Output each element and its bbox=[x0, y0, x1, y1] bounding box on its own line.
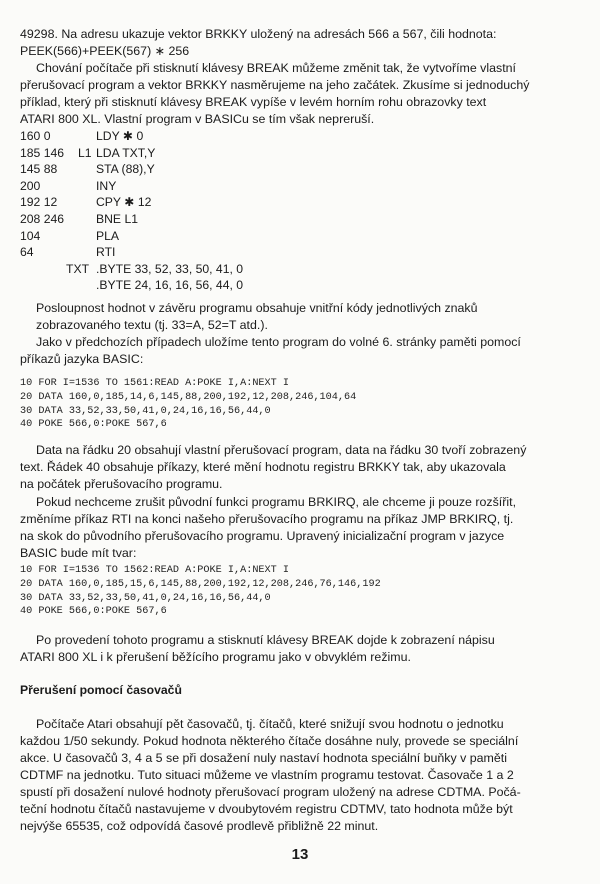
paragraph-page6: Jako v předchozích případech uložíme tento program do volné 6. stránky paměti pomocí příkazů jazyka BASIC: bbox=[20, 335, 521, 366]
paragraph-timers: Počítače Atari obsahují pět časovačů, tj. čítačů, které snižují svou hodnotu o jednotku každou 1/50 sekundy. Pokud hodnota některého čítače dosáhne nuly, provede se speciální akce. U časovačů 3, 4 a 5 se při dosažení nuly nastaví hodnota speciální buňky v paměti CDTMF na jednotku. Tuto situaci můžeme ve vlastním programu testovat. Časovače 1 a 2 spustí při dosažení nulové hodnoty přerušovací program uložený na adrese CDTMA. Počá- teční hodnotu čítačů nastavujeme v dvoubytovém registru CDTMV, tato hodnota může být nejvýše 65535, což odpovídá časové prodlevě přibližně 22 minut. bbox=[20, 717, 521, 833]
basic-listing-2: 10 FOR I=1536 TO 1562:READ A:POKE I,A:NEXT I 20 DATA 160,0,185,15,6,145,88,200,192,12,208,246,76,146,192 30 DATA 33,52,33,50,41,0,24,16,16,56,44,0 40 POKE 566,0:POKE 567,6 bbox=[20, 565, 381, 618]
paragraph-result: Po provedení tohoto programu a stisknutí klávesy BREAK dojde k zobrazení nápisu ATARI 800 XL i k přerušení běžícího programu jako v obvyklém režimu. bbox=[20, 633, 495, 664]
basic-listing-1: 10 FOR I=1536 TO 1561:READ A:POKE I,A:NEXT I 20 DATA 160,0,185,14,6,145,88,200,192,12,208,246,104,64 30 DATA 33,52,33,50,41,0,24,16,16,56,44,0 40 POKE 566,0:POKE 567,6 bbox=[20, 378, 357, 431]
paragraph-brkirq: Pokud nechceme zrušit původní funkci programu BRKIRQ, ale chceme ji pouze rozšířit, změníme příkaz RTI na konci našeho přerušovacího programu na příkaz JMP BRKIRQ, tj. na skok do původního přerušovacího programu. Upravený inicializační program v jazyce BASIC bude mít tvar: bbox=[20, 495, 517, 560]
page-number: 13 bbox=[291, 846, 309, 863]
paragraph-break-behavior: Chování počítače při stisknutí klávesy BREAK můžeme změnit tak, že vytvoříme vlastní přerušovací program a vektor BRKKY nasměrujeme na jeho začátek. Zkusíme si jednoduchý příklad, který při stisknutí klávesy BREAK vypíše v levém horním rohu obrazovky text ATARI 800 XL. Vlastní program v BASICu se tím však nepreruší. bbox=[20, 61, 530, 126]
document-page: 49298. Na adresu ukazuje vektor BRKKY uložený na adresách 566 a 567, čili hodnota: PEEK(566)+PEEK(567) ∗ 256 Chování počítače při stisknutí klávesy BREAK můžeme změnit tak, že vytvoříme vlastní přerušovací program a vektor BRKKY nasměrujeme na jeho začátek. Zkusíme si jednoduchý příklad, který při stisknutí klávesy BREAK vypíše v levém horním rohu obrazovky text ATARI 800 XL. Vlastní program v BASICu se tím však nepreruší. 160 0 LDY ✱ 0 185 146 L1 LDA TXT,Y 145 88 STA (88),Y 200 INY 192 12 CPY ✱ 12 208 246 BNE L1 104 PLA 64 RTI TXT .BYTE 33, 52, 33, 50, 41, 0 .BYTE 24, 16, 16, 56, 44, 0 Posloupnost hodnot v závěru programu obsahuje vnitřní kódy jednotlivých znaků zobrazovaného textu (tj. 33=A, 52=T atd.). Jako v předchozích případech uložíme tento program do volné 6. stránky paměti pomocí příkazů jazyka BASIC: 10 FOR I=1536 TO 1561:READ A:POKE I,A:NEXT I 20 DATA 160,0,185,14,6,145,88,200,192,12,208,246,104,64 30 DATA 33,52,33,50,41,0,24,16,16,56,44,0 40 POKE 566,0:POKE 567,6 Data na řádku 20 obsahují vlastní přerušovací program, data na řádku 30 tvoří zobrazený text. Řádek 40 obsahuje příkazy, které mění hodnotu registru BRKKY tak, aby ukazovala na počátek přerušovacího programu. Pokud nechceme zrušit původní funkci programu BRKIRQ, ale chceme ji pouze rozšířit, změníme příkaz RTI na konci našeho přerušovacího programu na příkaz JMP BRKIRQ, tj. na skok do původního přerušovacího programu. Upravený inicializační program v jazyce BASIC bude mít tvar: 10 FOR I=1536 TO 1562:READ A:POKE I,A:NEXT I 20 DATA 160,0,185,15,6,145,88,200,192,12,208,246,76,146,192 30 DATA 33,52,33,50,41,0,24,16,16,56,44,0 40 POKE 566,0:POKE 567,6 Po provedení tohoto programu a stisknutí klávesy BREAK dojde k zobrazení nápisu ATARI 800 XL i k přerušení běžícího programu jako v obvyklém režimu. Přerušení pomocí časovačů Počítače Atari obsahují pět časovačů, tj. čítačů, které snižují svou hodnotu o jednotku každou 1/50 sekundy. Pokud hodnota některého čítače dosáhne nuly, provede se speciální akce. U časovačů 3, 4 a 5 se při dosažení nuly nastaví hodnota speciální buňky v paměti CDTMF na jednotku. Tuto situaci můžeme ve vlastním programu testovat. Časovače 1 a 2 spustí při dosažení nulové hodnoty přerušovací program uložený na adrese CDTMA. Počá- teční hodnotu čítačů nastavujeme v dvoubytovém registru CDTMV, tato hodnota může být nejvýše 65535, což odpovídá časové prodlevě přibližně 22 minut. 13 bbox=[0, 0, 600, 884]
section-heading: Přerušení pomocí časovačů bbox=[20, 683, 182, 697]
paragraph-data-lines: Data na řádku 20 obsahují vlastní přerušovací program, data na řádku 30 tvoří zobrazený text. Řádek 40 obsahuje příkazy, které mění hodnotu registru BRKKY tak, aby ukazovala na počátek přerušovacího programu. bbox=[20, 443, 527, 491]
paragraph-char-codes: Posloupnost hodnot v závěru programu obsahuje vnitřní kódy jednotlivých znaků zobrazovaného textu (tj. 33=A, 52=T atd.). bbox=[36, 301, 478, 332]
paragraph-brkky-vector: 49298. Na adresu ukazuje vektor BRKKY uložený na adresách 566 a 567, čili hodnota: PEEK(566)+PEEK(567) ∗ 256 bbox=[20, 27, 497, 58]
